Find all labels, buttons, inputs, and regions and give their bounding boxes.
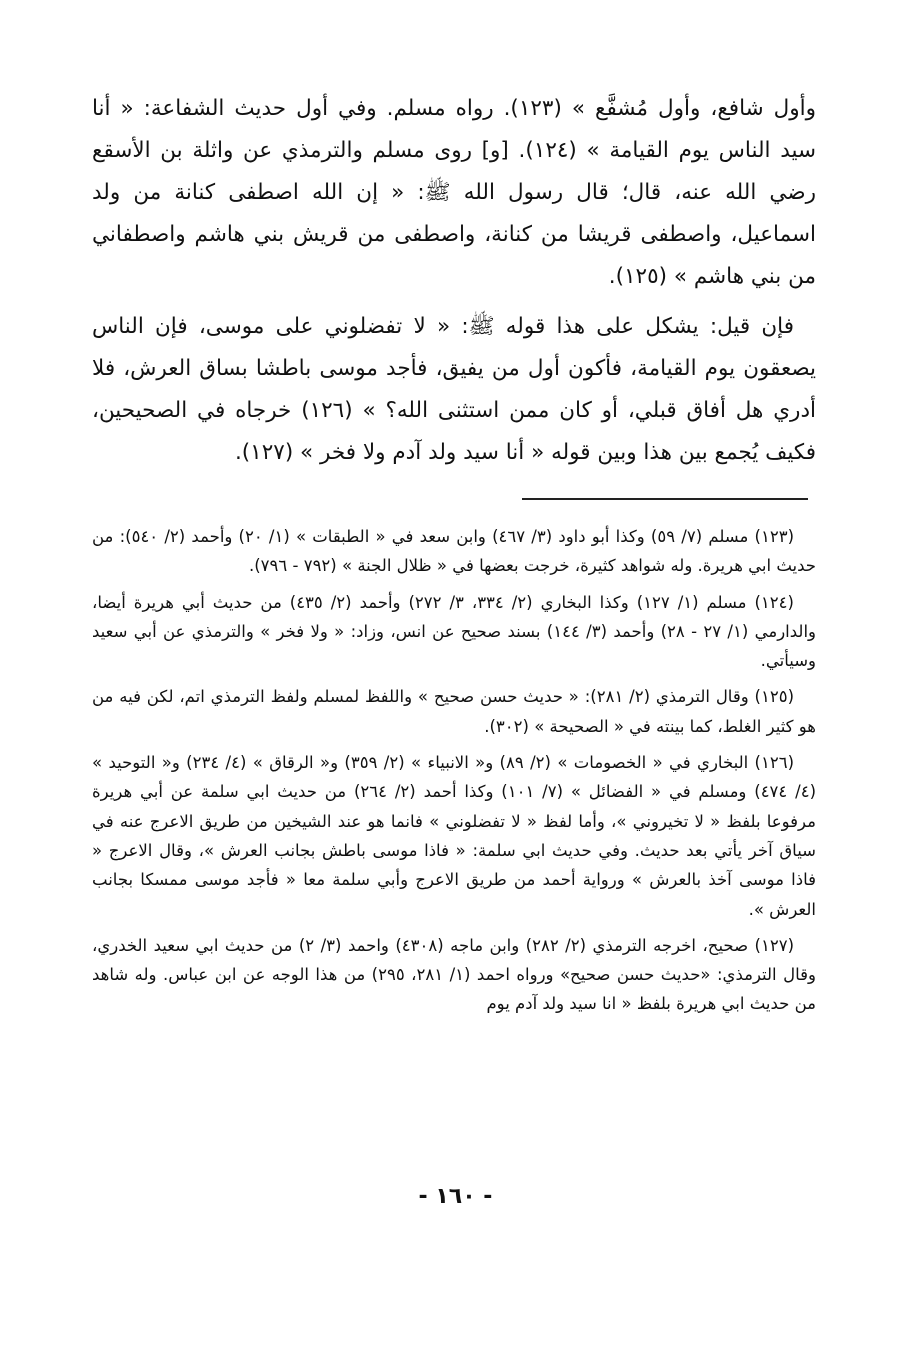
main-paragraph-1: وأول شافع، وأول مُشفَّع » (١٢٣). رواه مسلم. وفي أول حديث الشفاعة: « أنا سيد الناس يوم القيامة » (١٢٤). [و] روى مسلم والترمذي عن واثلة بن الأسقع رضي الله عنه، قال؛ قال رسول الله ﷺ: « إن الله اصطفى كنانة من ولد اسماعيل، واصطفى قريشا من كنانة، واصطفى من قريش بني هاشم واصطفاني من بني هاشم » (١٢٥).	[92, 96, 816, 289]
main-text	[92, 88, 816, 482]
footnotes	[92, 522, 816, 1026]
footnote-127: (١٢٧) صحيح، اخرجه الترمذي (٢/ ٢٨٢) وابن ماجه (٤٣٠٨) واحمد (٣/ ٢) من حديث ابي سعيد الخدري، وقال الترمذي: «حديث حسن صحيح» ورواه احمد (١/ ٢٨١، ٢٩٥) من هذا الوجه عن ابن عباس. وله شاهد من حديث ابي هريرة بلفظ « انا سيد ولد آدم يوم	[92, 935, 816, 1014]
footnote-126: (١٢٦) البخاري في « الخصومات » (٢/ ٨٩) و« الانبياء » (٢/ ٣٥٩) و« الرقاق » (٤/ ٢٣٤) و« التوحيد » (٤/ ٤٧٤) ومسلم في « الفضائل » (٧/ ١٠١) وكذا أحمد (٢/ ٢٦٤) من حديث ابي سلمة عن أبي هريرة مرفوعا بلفظ « لا تخيروني »، وأما لفظ « لا تفضلوني » فانما هو عند الشيخين من طريق الاعرج عنه في سياق آخر يأتي بعد حديث. وفي حديث ابي سلمة: « فاذا موسى باطش بجانب العرش »، وقال الاعرج « فاذا موسى آخذ بالعرش » ورواية أحمد من طريق الاعرج وأبي سلمة معا « فأجد موسى ممسكا بجانب العرش ».	[92, 753, 816, 919]
footnote-separator	[522, 498, 808, 500]
footnote-125: (١٢٥) وقال الترمذي (٢/ ٢٨١): « حديث حسن صحيح » واللفظ لمسلم ولفظ الترمذي اتم، لكن فيه من هو كثير الغلط، كما بينته في « الصحيحة » (٣٠٢).	[92, 687, 816, 736]
main-paragraph-2: فإن قيل: يشكل على هذا قوله ﷺ: « لا تفضلوني على موسى، فإن الناس يصعقون يوم القيامة، فأكون أول من يفيق، فأجد موسى باطشا بساق العرش، فلا أدري هل أفاق قبلي، أو كان ممن استثنى الله؟ » (١٢٦) خرجاه في الصحيحين، فكيف يُجمع بين هذا وبين قوله « أنا سيد ولد آدم ولا فخر » (١٢٧).	[92, 314, 816, 465]
footnote-124: (١٢٤) مسلم (١/ ١٢٧) وكذا البخاري (٢/ ٣٣٤، ٣/ ٢٧٢) وأحمد (٢/ ٤٣٥) من حديث أبي هريرة أيضا، والدارمي (١/ ٢٧ - ٢٨) وأحمد (٣/ ١٤٤) بسند صحيح عن انس، وزاد: « ولا فخر » والترمذي عن أبي سعيد وسيأتي.	[92, 592, 817, 671]
page-number: - ١٦٠ -	[418, 1184, 493, 1209]
footnote-123: (١٢٣) مسلم (٧/ ٥٩) وكذا أبو داود (٣/ ٤٦٧) وابن سعد في « الطبقات » (١/ ٢٠) وأحمد (٢/ ٥٤٠): من حديث ابي هريرة. وله شواهد كثيرة، خرجت بعضها في « ظلال الجنة » (٧٩٢ - ٧٩٦).	[92, 527, 816, 576]
